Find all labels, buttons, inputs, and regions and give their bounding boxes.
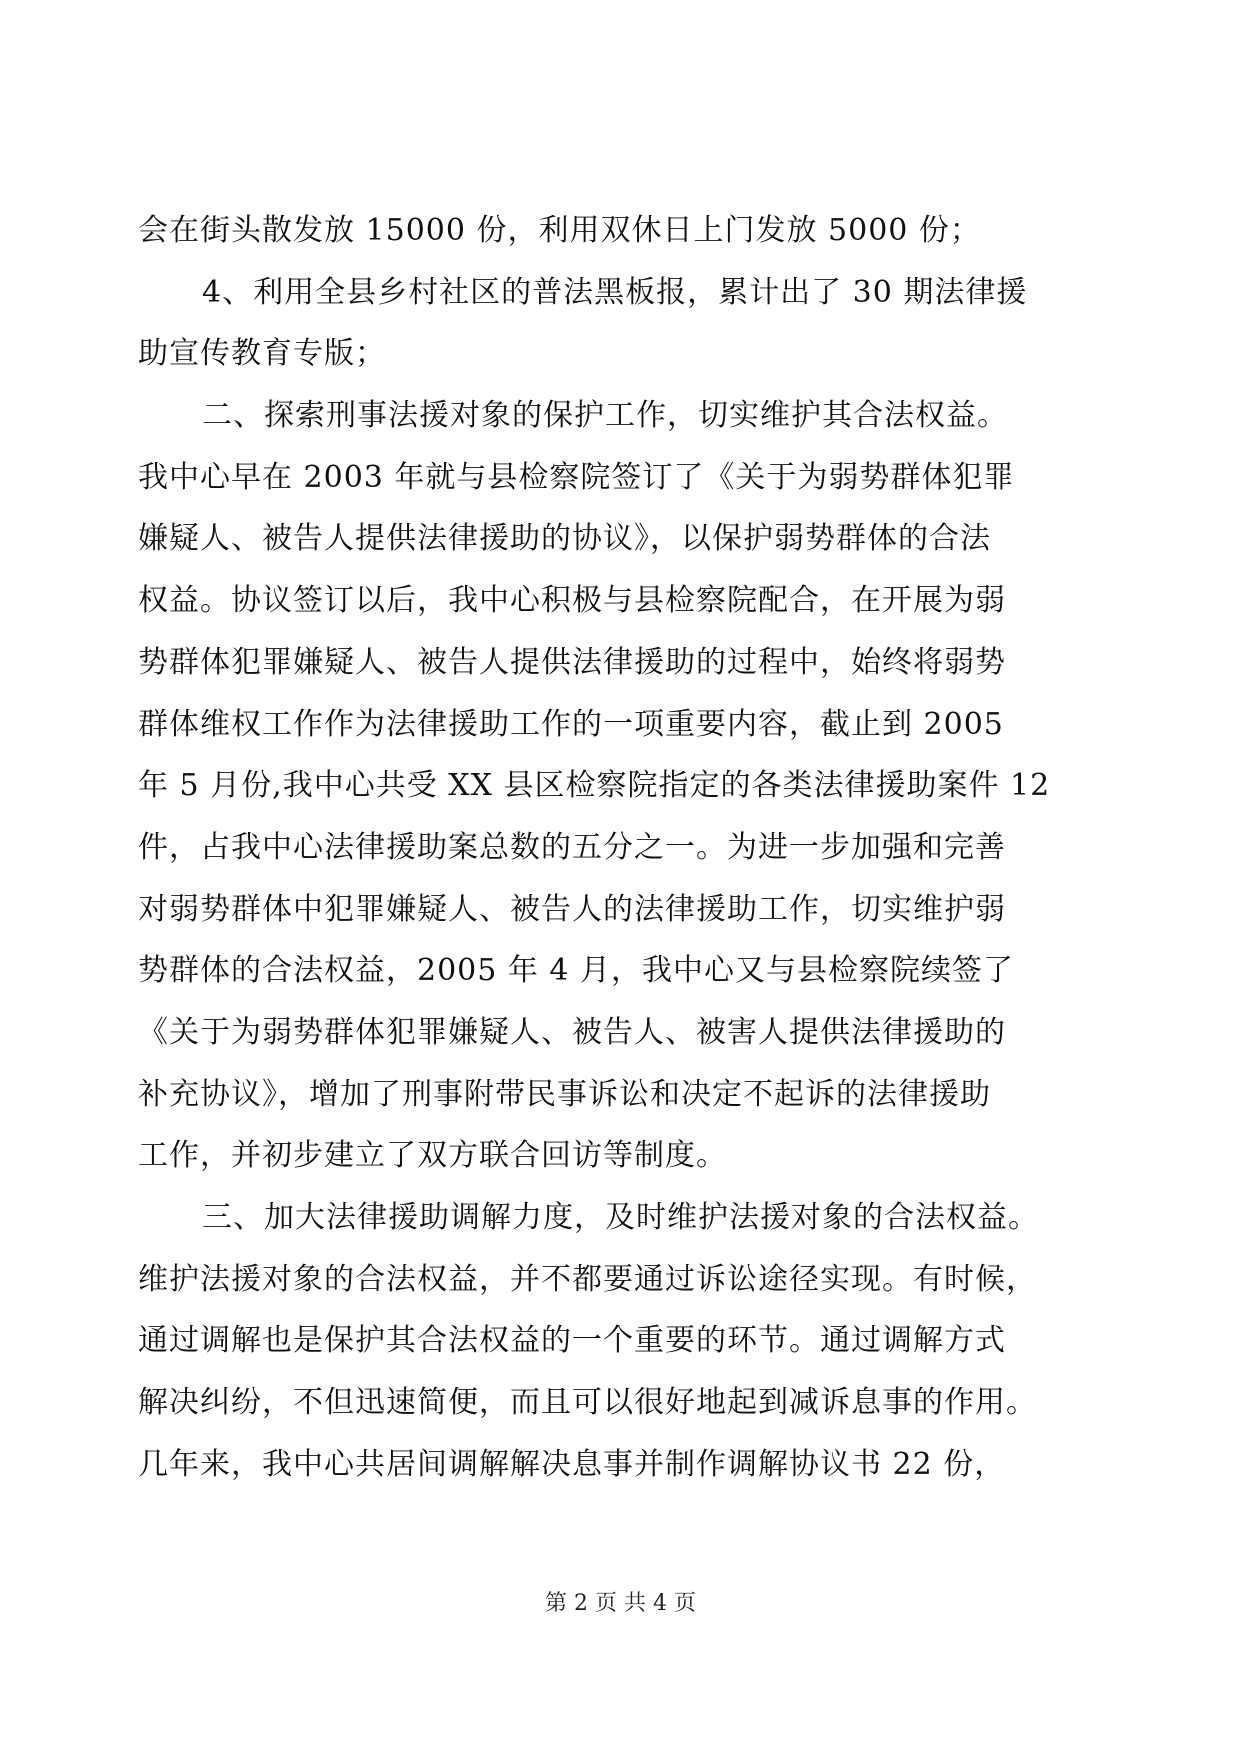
- section-heading: 二、探索刑事法援对象的保护工作，切实维护其合法权益。: [202, 398, 1008, 434]
- text-line: 件，占我中心法律援助案总数的五分之一。为进一步加强和完善: [138, 829, 1006, 865]
- text-line: 会在街头散发放 15000 份，利用双休日上门发放 5000 份；: [138, 213, 981, 248]
- text-line: 解决纠纷，不但迅速简便，而且可以很好地起到减诉息事的作用。: [138, 1385, 1037, 1421]
- page-number: 第 2 页 共 4 页: [545, 1591, 696, 1616]
- text-line: 《关于为弱势群体犯罪嫌疑人、被告人、被害人提供法律援助的: [138, 1014, 1006, 1050]
- text-line: 维护法援对象的合法权益，并不都要通过诉讼途径实现。有时候，: [138, 1261, 1037, 1297]
- text-line: 嫌疑人、被告人提供法律援助的协议》，以保护弱势群体的合法: [138, 521, 991, 557]
- text-line: 助宣传教育专版；: [138, 336, 386, 372]
- text-line: 群体维权工作作为法律援助工作的一项重要内容，截止到 2005: [138, 706, 1004, 742]
- text-line: 权益。协议签订以后，我中心积极与县检察院配合，在开展为弱: [138, 583, 1006, 619]
- text-line: 几年来，我中心共居间调解解决息事并制作调解协议书 22 份，: [138, 1446, 1006, 1482]
- text-line: 4、利用全县乡村社区的普法黑板报，累计出了 30 期法律援: [202, 274, 1028, 310]
- text-line: 势群体犯罪嫌疑人、被告人提供法律援助的过程中，始终将弱势: [138, 644, 1006, 680]
- text-line: 补充协议》，增加了刑事附带民事诉讼和决定不起诉的法律援助: [138, 1076, 991, 1112]
- section-heading: 三、加大法律援助调解力度，及时维护法援对象的合法权益。: [202, 1200, 1039, 1235]
- text-line: 年 5 月份,我中心共受 XX 县区检察院指定的各类法律援助案件 12: [138, 768, 1051, 804]
- text-line: 工作，并初步建立了双方联合回访等制度。: [138, 1138, 727, 1174]
- text-line: 对弱势群体中犯罪嫌疑人、被告人的法律援助工作，切实维护弱: [138, 891, 1006, 927]
- text-line: 通过调解也是保护其合法权益的一个重要的环节。通过调解方式: [138, 1323, 1006, 1359]
- text-line: 势群体的合法权益，2005 年 4 月，我中心又与县检察院续签了: [138, 953, 1015, 989]
- text-line: 我中心早在 2003 年就与县检察院签订了《关于为弱势群体犯罪: [138, 459, 1015, 495]
- body-text: [138, 200, 1098, 1495]
